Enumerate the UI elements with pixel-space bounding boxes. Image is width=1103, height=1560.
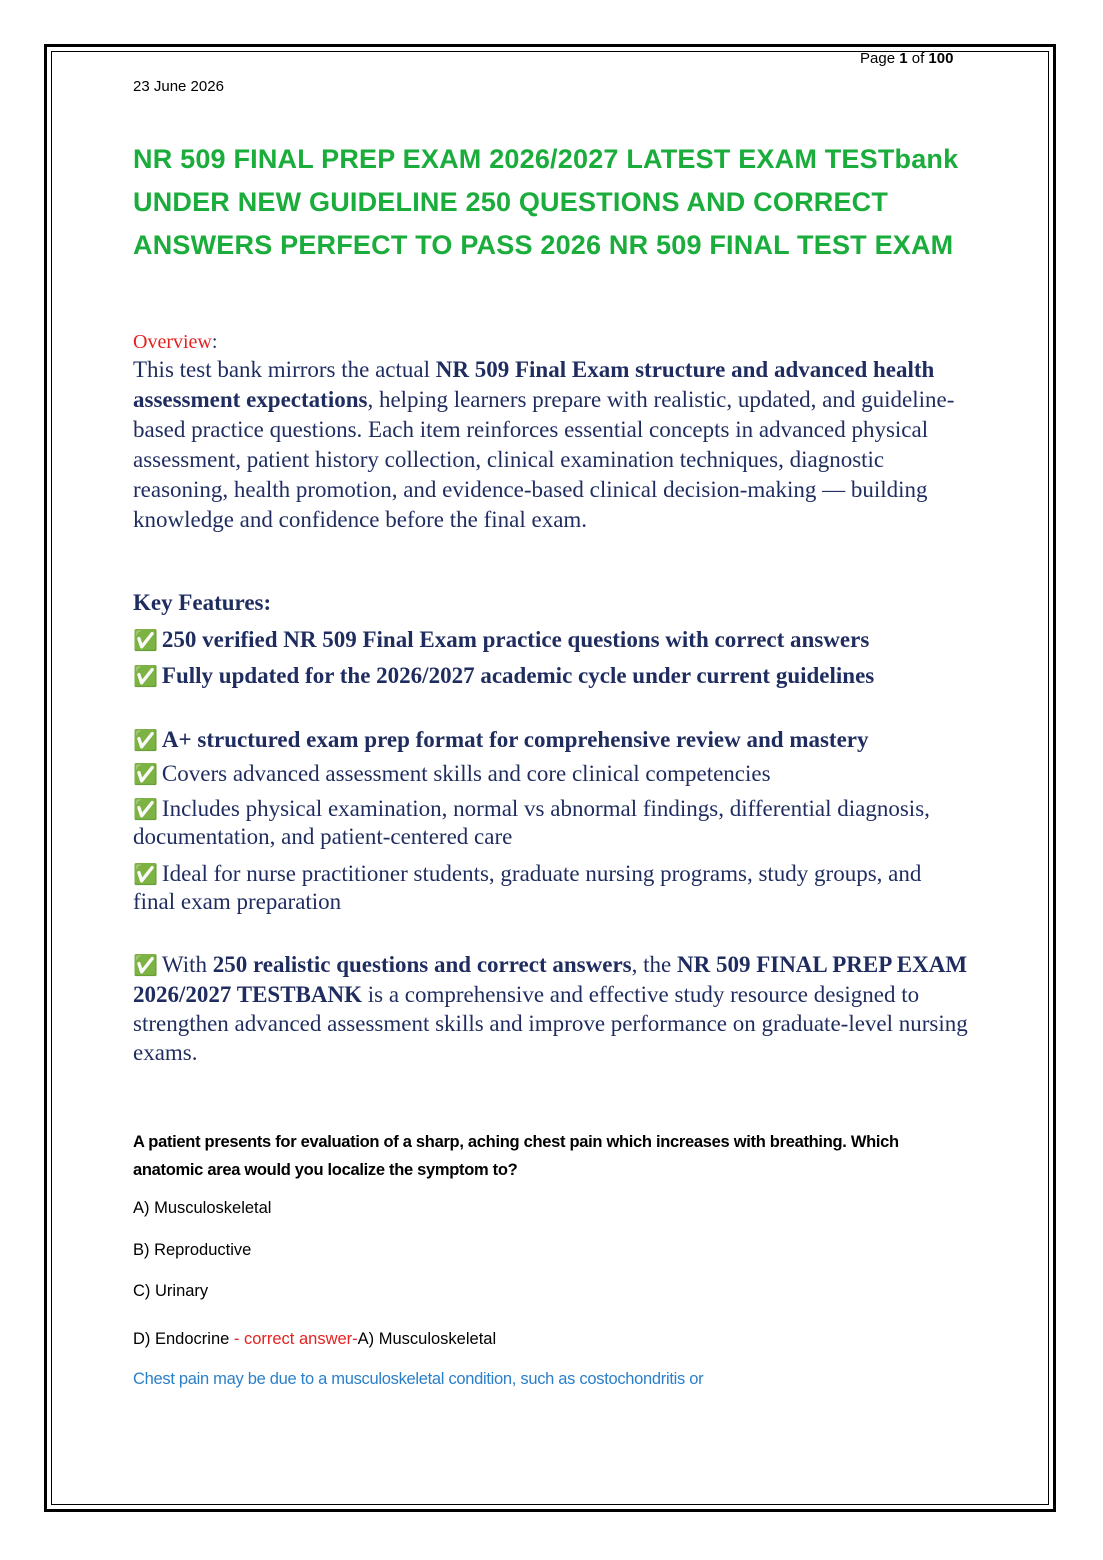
correct-answer: A) Musculoskeletal bbox=[357, 1330, 497, 1348]
option-d-text: D) Endocrine bbox=[133, 1330, 230, 1348]
page-of: of bbox=[911, 50, 925, 67]
check-icon: ✅ bbox=[133, 862, 158, 886]
feature-item bbox=[133, 795, 933, 851]
summary-paragraph bbox=[133, 950, 983, 1067]
summary-bold-2: NR 509 FINAL PREP EXAM 2026/2027 TESTBANK bbox=[133, 952, 968, 1007]
key-features-heading: Key Features: bbox=[133, 590, 272, 615]
feature-text: Covers advanced assessment skills and core clinical competencies bbox=[161, 761, 771, 786]
check-icon: ✅ bbox=[133, 762, 158, 786]
feature-text: Includes physical examination, normal vs abnormal findings, differential diagnosis, documentation, and patient-centered care bbox=[133, 796, 930, 849]
summary-text-3: is a comprehensive and effective study resource designed to strengthen advanced assessment skills and improve performance on graduate-level nursing exams. bbox=[133, 982, 968, 1065]
overview-label: Overview bbox=[133, 331, 212, 353]
overview-bold-1: NR 509 Final Exam structure and advanced health assessment expectations bbox=[133, 357, 935, 412]
correct-answer-label: - correct answer- bbox=[229, 1330, 358, 1348]
feature-item bbox=[133, 760, 983, 788]
check-icon: ✅ bbox=[133, 664, 158, 688]
overview-colon: : bbox=[211, 331, 218, 353]
summary-bold-1: 250 realistic questions and correct answers bbox=[212, 952, 632, 977]
page-total: 100 bbox=[928, 50, 954, 67]
feature-item bbox=[133, 626, 983, 654]
check-icon: ✅ bbox=[133, 953, 158, 977]
option-c: C) Urinary bbox=[133, 1282, 209, 1300]
check-icon: ✅ bbox=[133, 728, 158, 752]
option-b: B) Reproductive bbox=[133, 1241, 252, 1259]
feature-text: 250 verified NR 509 Final Exam practice questions with correct answers bbox=[161, 627, 870, 652]
answer-explanation: Chest pain may be due to a musculoskeletal condition, such as costochondritis or bbox=[133, 1370, 704, 1388]
feature-text: Fully updated for the 2026/2027 academic cycle under current guidelines bbox=[161, 663, 875, 688]
summary-text-2: , the bbox=[631, 952, 677, 977]
overview-heading bbox=[133, 331, 217, 354]
option-a: A) Musculoskeletal bbox=[133, 1199, 272, 1217]
page-number bbox=[860, 50, 953, 67]
option-d bbox=[133, 1330, 496, 1349]
document-date: 23 June 2026 bbox=[133, 78, 224, 95]
feature-item bbox=[133, 726, 983, 754]
overview-text-1: This test bank mirrors the actual bbox=[133, 357, 436, 382]
document-title: NR 509 FINAL PREP EXAM 2026/2027 LATEST EXAM TESTbank UNDER NEW GUIDELINE 250 QUESTIONS AND CORRECT ANSWERS PERFECT TO PASS 2026 NR 509 FINAL TEST EXAM bbox=[133, 144, 959, 260]
page-current: 1 bbox=[899, 50, 908, 67]
feature-text: A+ structured exam prep format for comprehensive review and mastery bbox=[161, 727, 869, 752]
feature-item bbox=[133, 662, 893, 690]
check-icon: ✅ bbox=[133, 797, 158, 821]
feature-text: Ideal for nurse practitioner students, graduate nursing programs, study groups, and final exam preparation bbox=[133, 861, 922, 914]
summary-text-1: With bbox=[161, 952, 213, 977]
overview-paragraph bbox=[133, 355, 973, 535]
check-icon: ✅ bbox=[133, 628, 158, 652]
question-stem: A patient presents for evaluation of a sharp, aching chest pain which increases with breathing. Which anatomic area would you localize the symptom to? bbox=[133, 1133, 899, 1179]
page-prefix: Page bbox=[860, 50, 896, 67]
overview-text-2: , helping learners prepare with realistic, updated, and guideline-based practice questions. Each item reinforces essential concepts in advanced physical assessment, patient history collection, clinical examination techniques, diagnostic reasoning, health promotion, and evidence-based clinical decision-making — building knowledge and confidence before the final exam. bbox=[133, 387, 955, 532]
feature-item bbox=[133, 860, 923, 916]
